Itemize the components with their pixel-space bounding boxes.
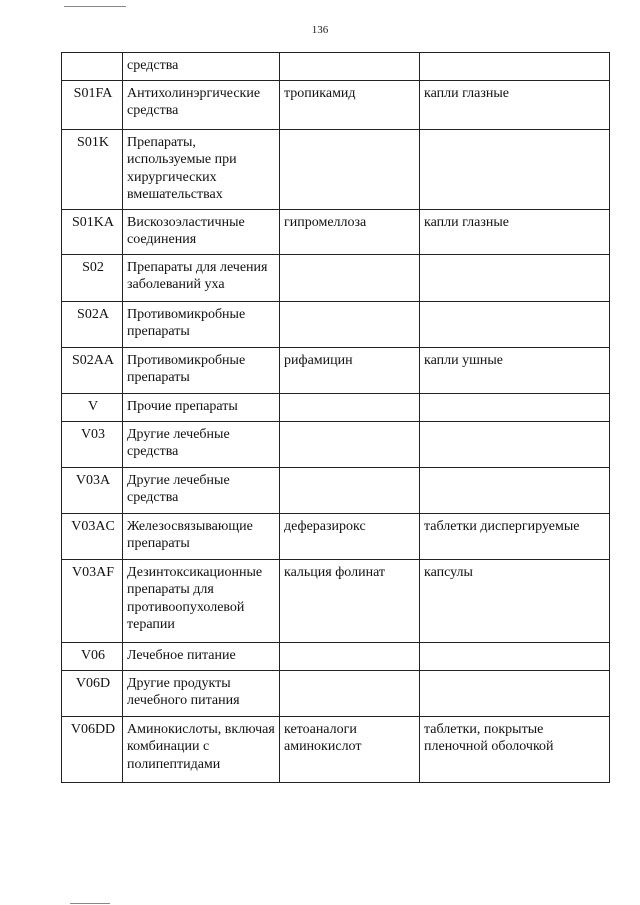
form-cell (420, 254, 610, 301)
table-row (62, 209, 610, 254)
name-cell: Другие продукты лечебного питания (123, 670, 280, 716)
table-body (62, 53, 610, 783)
table-row (62, 421, 610, 467)
name-cell: Дезинтоксикационные препараты для противоопухолевой терапии (123, 559, 280, 642)
scan-edge-mark-top (64, 6, 126, 7)
name-cell: Препараты для лечения заболеваний уха (123, 254, 280, 301)
substance-cell: кетоаналоги аминокислот (280, 716, 420, 782)
form-cell (420, 642, 610, 670)
name-cell: Другие лечебные средства (123, 421, 280, 467)
name-cell: Другие лечебные средства (123, 467, 280, 513)
substance-cell (280, 301, 420, 347)
table-row (62, 80, 610, 129)
form-cell: капли глазные (420, 209, 610, 254)
substance-cell: тропикамид (280, 80, 420, 129)
substance-cell (280, 393, 420, 421)
form-cell (420, 421, 610, 467)
form-cell (420, 129, 610, 209)
table-row (62, 642, 610, 670)
form-cell: таблетки, покрытые пленочной оболочкой (420, 716, 610, 782)
table-row (62, 254, 610, 301)
scan-edge-mark-bottom (70, 903, 110, 904)
substance-cell (280, 670, 420, 716)
code-cell: V03AF (62, 559, 123, 642)
code-cell (62, 53, 123, 81)
form-cell: капсулы (420, 559, 610, 642)
substance-cell: гипромеллоза (280, 209, 420, 254)
table-row (62, 301, 610, 347)
form-cell (420, 301, 610, 347)
drug-table (61, 52, 610, 783)
table-row (62, 559, 610, 642)
name-cell: Прочие препараты (123, 393, 280, 421)
page-number: 136 (311, 24, 329, 36)
code-cell: S02AA (62, 347, 123, 393)
name-cell: Железосвязывающие препараты (123, 513, 280, 559)
code-cell: S02 (62, 254, 123, 301)
substance-cell: деферазирокс (280, 513, 420, 559)
substance-cell (280, 254, 420, 301)
form-cell: капли глазные (420, 80, 610, 129)
code-cell: V03 (62, 421, 123, 467)
name-cell: Противомикробные препараты (123, 301, 280, 347)
table-row (62, 53, 610, 81)
name-cell: Лечебное питание (123, 642, 280, 670)
form-cell (420, 393, 610, 421)
code-cell: S01KA (62, 209, 123, 254)
code-cell: V06DD (62, 716, 123, 782)
name-cell: Антихолинэргические средства (123, 80, 280, 129)
form-cell (420, 467, 610, 513)
table-row (62, 393, 610, 421)
code-cell: V06 (62, 642, 123, 670)
name-cell: Препараты, используемые при хирургических вмешательствах (123, 129, 280, 209)
substance-cell (280, 421, 420, 467)
substance-cell (280, 467, 420, 513)
substance-cell (280, 642, 420, 670)
table-row (62, 347, 610, 393)
code-cell: S01K (62, 129, 123, 209)
table-row (62, 129, 610, 209)
table-row (62, 513, 610, 559)
form-cell (420, 53, 610, 81)
code-cell: V06D (62, 670, 123, 716)
substance-cell: рифамицин (280, 347, 420, 393)
substance-cell: кальция фолинат (280, 559, 420, 642)
name-cell: средства (123, 53, 280, 81)
table-row (62, 467, 610, 513)
name-cell: Аминокислоты, включая комбинации с полипептидами (123, 716, 280, 782)
name-cell: Противомикробные препараты (123, 347, 280, 393)
table-row (62, 716, 610, 782)
form-cell (420, 670, 610, 716)
table-row (62, 670, 610, 716)
form-cell: капли ушные (420, 347, 610, 393)
code-cell: V03A (62, 467, 123, 513)
code-cell: S01FA (62, 80, 123, 129)
name-cell: Вискозоэластичные соединения (123, 209, 280, 254)
code-cell: V (62, 393, 123, 421)
code-cell: V03AC (62, 513, 123, 559)
code-cell: S02A (62, 301, 123, 347)
substance-cell (280, 53, 420, 81)
substance-cell (280, 129, 420, 209)
form-cell: таблетки диспергируемые (420, 513, 610, 559)
